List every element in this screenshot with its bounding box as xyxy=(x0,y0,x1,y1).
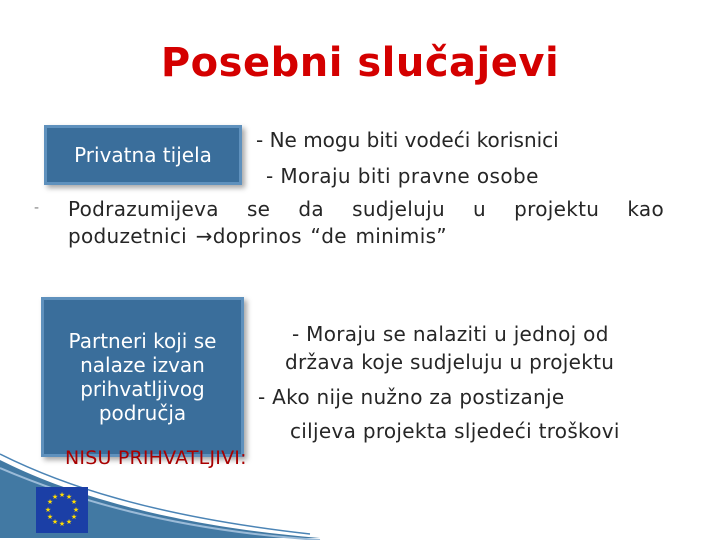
svg-text:★: ★ xyxy=(65,518,73,526)
private-line-1: - Ne mogu biti vodeći korisnici xyxy=(256,128,559,152)
partners-line-2: država koje sudjeluju u projektu xyxy=(285,350,615,374)
svg-text:★: ★ xyxy=(58,491,66,499)
svg-text:★: ★ xyxy=(46,498,54,506)
svg-text:★: ★ xyxy=(44,506,52,514)
eu-flag-icon xyxy=(36,487,88,533)
partners-highlight: NISU PRIHVATLJIVI: xyxy=(65,447,247,469)
svg-text:★: ★ xyxy=(72,506,80,514)
partners-label: Partneri koji se nalaze izvan prihvatljivog područja xyxy=(68,329,217,425)
private-bodies-label: Privatna tijela xyxy=(74,143,212,167)
slide-title: Posebni slučajevi xyxy=(160,40,560,86)
svg-text:★: ★ xyxy=(70,513,78,521)
svg-text:★: ★ xyxy=(58,520,66,528)
private-bodies-label-box xyxy=(44,125,242,185)
svg-text:★: ★ xyxy=(51,493,59,501)
private-paragraph xyxy=(68,196,664,250)
private-line-2: - Moraju biti pravne osobe xyxy=(266,164,539,188)
bullet-marker: - xyxy=(34,200,40,216)
svg-text:★: ★ xyxy=(70,498,78,506)
svg-text:★: ★ xyxy=(65,493,73,501)
svg-text:★: ★ xyxy=(51,518,59,526)
private-paragraph-line-2: poduzetnici →doprinos “de minimis” xyxy=(68,224,447,248)
private-paragraph-line-1: Podrazumijeva se da sudjeluju u projektu kao xyxy=(68,197,664,221)
partners-line-1: - Moraju se nalaziti u jednoj od xyxy=(292,322,609,346)
svg-text:★: ★ xyxy=(46,513,54,521)
partners-label-box xyxy=(41,297,244,457)
partners-line-3: - Ako nije nužno za postizanje xyxy=(258,385,565,409)
partners-line-4: ciljeva projekta sljedeći troškovi xyxy=(290,419,620,443)
